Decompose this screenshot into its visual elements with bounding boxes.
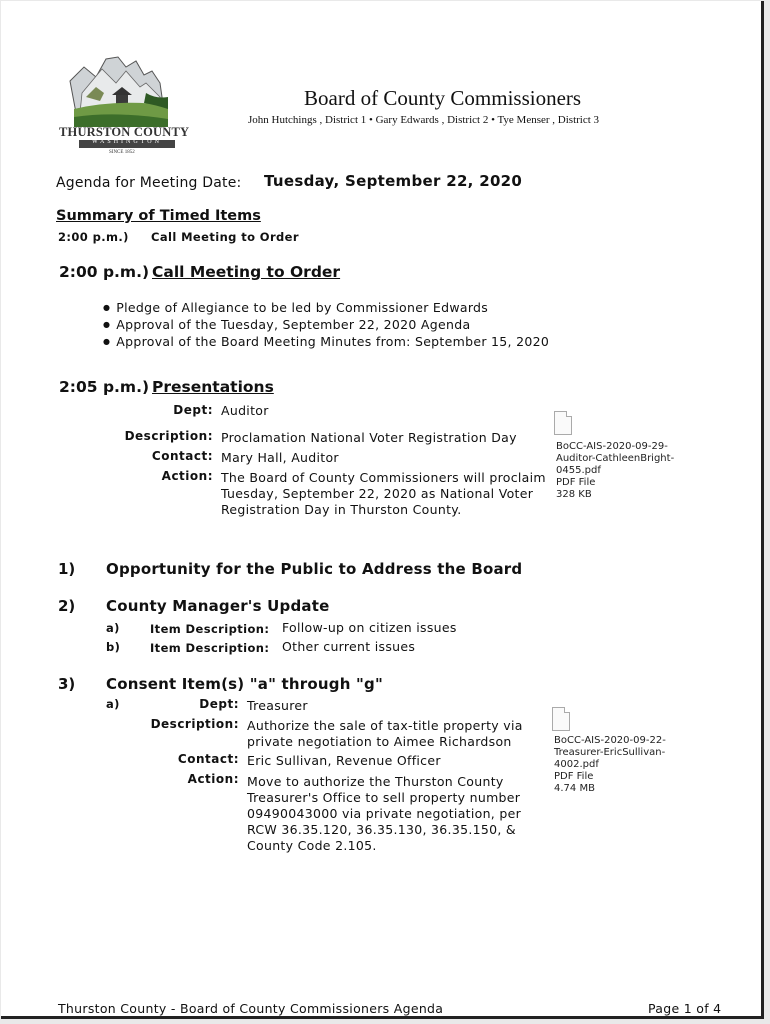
footer-title: Thurston County - Board of County Commissioners Agenda (58, 1001, 444, 1016)
call-to-order-time: 2:00 p.m.) (59, 263, 150, 281)
attachment-name[interactable]: 4002.pdf (554, 759, 599, 770)
item-3a-contact-value: Eric Sullivan, Revenue Officer (247, 753, 441, 768)
contact-label: Contact: (151, 449, 213, 463)
attachment-name[interactable]: 0455.pdf (556, 465, 601, 476)
item-2a-value: Follow-up on citizen issues (282, 620, 457, 635)
item-2-title: County Manager's Update (106, 597, 330, 615)
item-3a-contact-label: Contact: (177, 752, 239, 766)
commissioners-list: John Hutchings , District 1 • Gary Edwards , District 2 • Tye Menser , District 3 (248, 114, 600, 126)
action-line: Tuesday, September 22, 2020 as National Voter (221, 486, 534, 501)
attachment-name[interactable]: BoCC-AIS-2020-09-29- (556, 441, 668, 452)
item-3-title: Consent Item(s) "a" through "g" (106, 675, 383, 693)
page-title: Board of County Commissioners (304, 86, 582, 110)
action-line: Move to authorize the Thurston County (247, 774, 504, 789)
item-3a-dept-label: Dept: (199, 697, 239, 711)
attachment-type: PDF File (554, 771, 594, 782)
agenda-page (1, 1, 764, 1019)
attachment-size: 4.74 MB (554, 783, 595, 794)
item-3a-dept-value: Treasurer (247, 698, 308, 713)
presentations-title: Presentations (152, 378, 274, 396)
dept-label: Dept: (173, 403, 213, 417)
action-line: RCW 36.35.120, 36.35.130, 36.35.150, & (247, 822, 516, 837)
item-2a-label: Item Description: (150, 622, 270, 636)
action-line: County Code 2.105. (247, 838, 377, 853)
action-value (221, 470, 546, 518)
attachment-name[interactable]: BoCC-AIS-2020-09-22- (554, 735, 666, 746)
action-line: 09490043000 via private negotiation, per (247, 806, 522, 821)
county-since: SINCE 1852 (109, 150, 135, 155)
list-item: ● Approval of the Board Meeting Minutes from: September 15, 2020 (103, 334, 549, 351)
attachment-size: 328 KB (556, 489, 592, 500)
pdf-file-icon[interactable] (552, 707, 570, 731)
description-line: Authorize the sale of tax-title property via (247, 718, 523, 733)
item-1-number: 1) (58, 560, 76, 578)
item-3a-action-value (247, 774, 521, 854)
call-to-order-bullets (103, 300, 549, 351)
action-line: Registration Day in Thurston County. (221, 502, 462, 517)
item-2b-value: Other current issues (282, 639, 416, 654)
action-line: The Board of County Commissioners will proclaim (221, 470, 546, 485)
county-state: WASHINGTON (92, 139, 162, 145)
meeting-date-value: Tuesday, September 22, 2020 (264, 172, 523, 190)
attachment-name[interactable]: Auditor-CathleenBright- (556, 453, 675, 464)
item-2a-letter: a) (106, 621, 120, 635)
attachment-name[interactable]: Treasurer-EricSullivan- (554, 747, 666, 758)
description-label: Description: (124, 429, 213, 443)
attachment-treasurer[interactable] (554, 735, 666, 795)
contact-value: Mary Hall, Auditor (221, 450, 339, 465)
summary-item-text: Call Meeting to Order (151, 230, 299, 244)
call-to-order-title: Call Meeting to Order (152, 263, 341, 281)
summary-heading: Summary of Timed Items (56, 208, 261, 224)
item-2b-letter: b) (106, 640, 121, 654)
meeting-date-label: Agenda for Meeting Date: (56, 175, 242, 191)
summary-item-time: 2:00 p.m.) (58, 230, 129, 244)
item-2-number: 2) (58, 597, 76, 615)
attachment-type: PDF File (556, 477, 596, 488)
list-item: ● Approval of the Tuesday, September 22, 2020 Agenda (103, 317, 549, 334)
item-3a-letter: a) (106, 697, 120, 711)
item-3a-action-label: Action: (187, 772, 239, 786)
pdf-file-icon[interactable] (554, 411, 572, 435)
presentations-time: 2:05 p.m.) (59, 378, 150, 396)
description-value: Proclamation National Voter Registration Day (221, 430, 517, 445)
description-line: private negotiation to Aimee Richardson (247, 734, 512, 749)
attachment-auditor[interactable] (556, 441, 674, 501)
item-3a-description-label: Description: (150, 717, 239, 731)
county-name: THURSTON COUNTY (59, 125, 190, 139)
item-2b-label: Item Description: (150, 641, 270, 655)
item-3-number: 3) (58, 675, 76, 693)
dept-value: Auditor (221, 403, 269, 418)
action-line: Treasurer's Office to sell property number (247, 790, 521, 805)
item-1-title: Opportunity for the Public to Address the Board (106, 560, 523, 578)
item-3a-description-value (247, 718, 523, 750)
list-item: ● Pledge of Allegiance to be led by Commissioner Edwards (103, 300, 549, 317)
page-number: Page 1 of 4 (648, 1001, 722, 1016)
action-label: Action: (161, 469, 213, 483)
